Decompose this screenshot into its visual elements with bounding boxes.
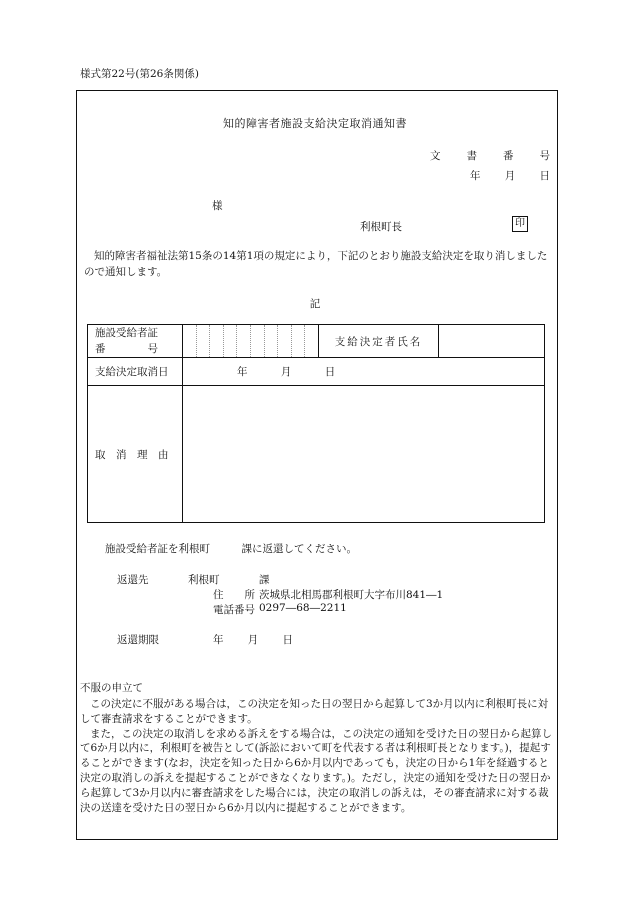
ki-heading: 記 (309, 298, 321, 310)
cert-digit-box[interactable] (224, 325, 238, 357)
document-title: 知的障害者施設支給決定取消通知書 (223, 117, 407, 130)
seal-mark: 印 (512, 216, 528, 232)
appeal-text (80, 697, 552, 815)
day-label: 日 (539, 170, 550, 182)
address-label: 住 所 (213, 589, 255, 601)
phone-value: 0297―68―2211 (259, 602, 347, 614)
appeal-heading: 不服の申立て (80, 682, 143, 694)
year-label: 年 (237, 366, 248, 378)
cancel-reason-label: 取 消 理 由 (88, 386, 183, 523)
cert-label-line2: 番 号 (95, 343, 158, 355)
month-label: 月 (280, 366, 292, 378)
doc-number-char: 号 (539, 150, 550, 162)
recipient-name-label: 支給決定者氏名 (319, 325, 439, 358)
cert-number-boxes (183, 325, 318, 357)
addressee-suffix: 様 (212, 200, 223, 212)
day-label: 日 (324, 366, 336, 378)
month-label: 月 (504, 170, 516, 182)
year-label: 年 (213, 634, 224, 646)
appeal-paragraph-1: この決定に不服がある場合は，この決定を知った日の翌日から起算して3か月以内に利根町長に対して審査請求をすることができます。 (80, 698, 549, 725)
cancel-reason-field[interactable] (183, 386, 545, 523)
document-number-label (430, 148, 550, 163)
cert-label-line1: 施設受給者証 (95, 327, 158, 339)
return-deadline-label: 返還期限 (117, 634, 159, 646)
doc-number-char: 番 (503, 150, 514, 162)
address-value: 茨城県北相馬郡利根町大字布川841―1 (259, 589, 444, 601)
cert-digit-box[interactable] (210, 325, 224, 357)
cancel-date-field[interactable] (183, 358, 545, 386)
issue-date (470, 168, 550, 183)
year-label: 年 (470, 170, 481, 182)
doc-number-char: 書 (466, 150, 477, 162)
cert-number-field[interactable] (183, 325, 319, 358)
return-destination-name: 利根町 (188, 574, 220, 586)
cert-digit-box[interactable] (183, 325, 197, 357)
day-label: 日 (282, 634, 293, 646)
cert-digit-box[interactable] (197, 325, 211, 357)
intro-paragraph: 知的障害者福祉法第15条の14第1項の規定により，下記のとおり施設支給決定を取り消しましたので通知します。 (84, 250, 548, 278)
cancel-date-label: 支給決定取消日 (88, 358, 183, 386)
cert-digit-box[interactable] (305, 325, 318, 357)
month-label: 月 (247, 634, 259, 646)
cert-digit-box[interactable] (278, 325, 292, 357)
recipient-name-field[interactable] (439, 325, 545, 358)
cert-digit-box[interactable] (237, 325, 251, 357)
form-number: 様式第22号(第26条関係) (80, 68, 199, 80)
return-destination-section: 課 (259, 574, 270, 586)
cert-number-label (88, 325, 183, 358)
cert-digit-box[interactable] (265, 325, 279, 357)
cert-digit-box[interactable] (251, 325, 265, 357)
issuer-name: 利根町長 (360, 221, 402, 233)
return-instruction: 施設受給者証を利根町 課に返還してください。 (105, 543, 357, 555)
phone-label: 電話番号 (213, 604, 255, 616)
return-destination-label: 返還先 (117, 574, 149, 586)
doc-number-char: 文 (430, 150, 441, 162)
appeal-paragraph-2: また，この決定の取消しを求める訴えをする場合は，この決定の通知を受けた日の翌日から起算して6か月以内に，利根町を被告として(訴訟において町を代表する者は利根町長となります。)，提起することができます(なお，決定を知った日から6か月以内であっても，決定の日から1年を経過すると決定の取消しの訴えを提起することができなくなります。)。ただし，決定の通知を受けた日の翌日から起算して3か月以内に審査請求をした場合には，決定の取消しの訴えは，その審査請求に対する裁決の送達を受けた日の翌日から6か月以内に提起することができます。 (80, 727, 552, 814)
return-deadline-date (213, 632, 293, 647)
cert-digit-box[interactable] (292, 325, 306, 357)
details-table (87, 324, 545, 523)
